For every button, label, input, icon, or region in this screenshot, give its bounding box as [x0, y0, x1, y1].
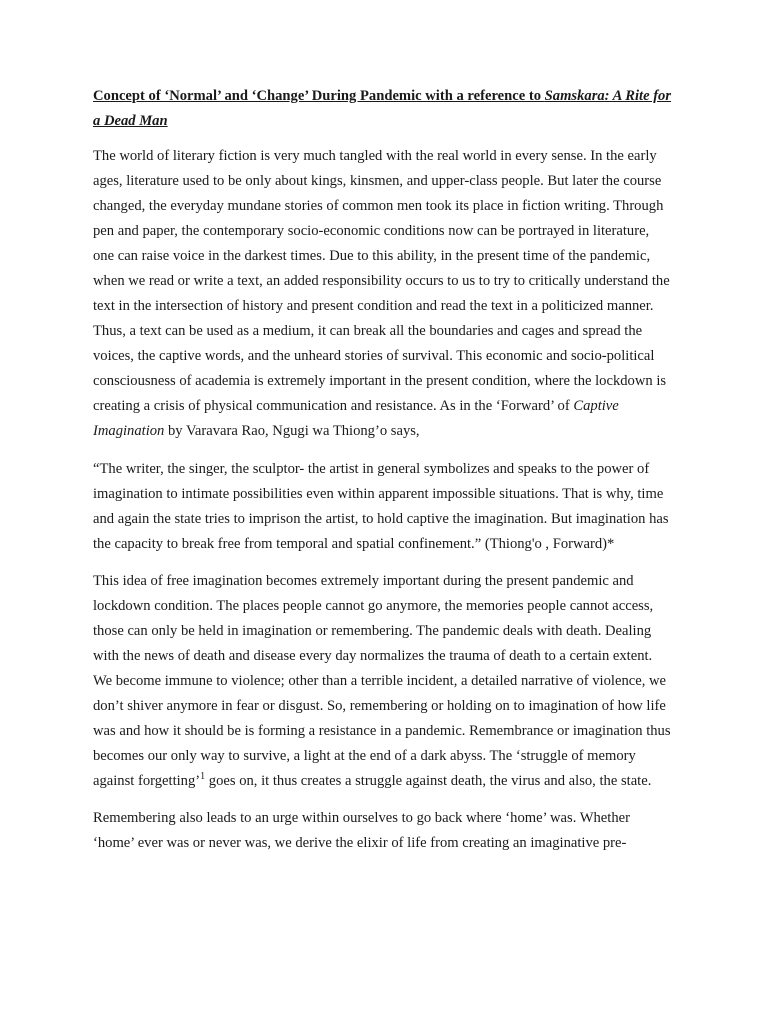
paragraph-intro-text: The world of literary fiction is very much tangled with the real world in every sense. In the early ages, literature used to be only about kings, kinsmen, and upper-class people. But later the course changed, the everyday mundane stories of common men took its place in fiction writing. Through pen and paper, the contemporary socio-economic conditions now can be portrayed in literature, one can raise voice in the darkest times. Due to this ability, in the present time of the pandemic, when we read or write a text, an added responsibility occurs to us to try to critically understand the text in the intersection of history and present condition and read the text in a politicized manner. Thus, a text can be used as a medium, it can break all the boundaries and cages and spread the voices, the captive words, and the unheard stories of survival. This economic and socio-political consciousness of academia is extremely important in the present condition, where the lockdown is creating a crisis of physical communication and resistance. As in the ‘Forward’ of [93, 148, 670, 414]
paragraph-imagination-text: This idea of free imagination becomes extremely important during the present pandemic and lockdown condition. The places people cannot go anymore, the memories people cannot access, those can only be held in imagination or remembering. The pandemic deals with death. Dealing with the news of death and disease every day normalizes the trauma of death to a certain extent. We become immune to violence; other than a terrible incident, a detailed narrative of violence, we don’t shiver anymore in fear or disgust. So, remembering or holding on to imagination of how life was and how it should be is forming a resistance in a pandemic. Remembrance or imagination thus becomes our only way to survive, a light at the end of a dark abyss. The ‘struggle of memory against forgetting’ [93, 573, 671, 789]
title-italic-text: Samskara: A Rite for a Dead Man [93, 88, 672, 129]
title-text: Concept of ‘Normal’ and ‘Change’ During Pandemic with a reference to [93, 88, 545, 104]
paragraph-intro [93, 144, 673, 444]
paragraph-imagination [93, 569, 673, 794]
footnote-marker[interactable]: 1 [200, 771, 206, 783]
paragraph-home: Remembering also leads to an urge within ourselves to go back where ‘home’ was. Whether ‘home’ ever was or never was, we derive the elixir of life from creating an imaginative pre- [93, 810, 630, 851]
block-quote: “The writer, the singer, the sculptor- the artist in general symbolizes and speaks to the power of imagination to intimate possibilities even within apparent impossible situations. That is why, time and again the state tries to imprison the artist, to hold captive the imagination. But imagination has the capacity to break free from temporal and spatial confinement.” (Thiong'o , Forward)* [93, 461, 669, 552]
document-body [93, 84, 673, 856]
paragraph-intro-text-end: by Varavara Rao, Ngugi wa Thiong’o says, [164, 423, 420, 439]
document-title [93, 84, 673, 134]
paragraph-imagination-text-end: goes on, it thus creates a struggle against death, the virus and also, the state. [205, 773, 652, 789]
book-title-captive-imagination: Captive Imagination [93, 398, 619, 439]
